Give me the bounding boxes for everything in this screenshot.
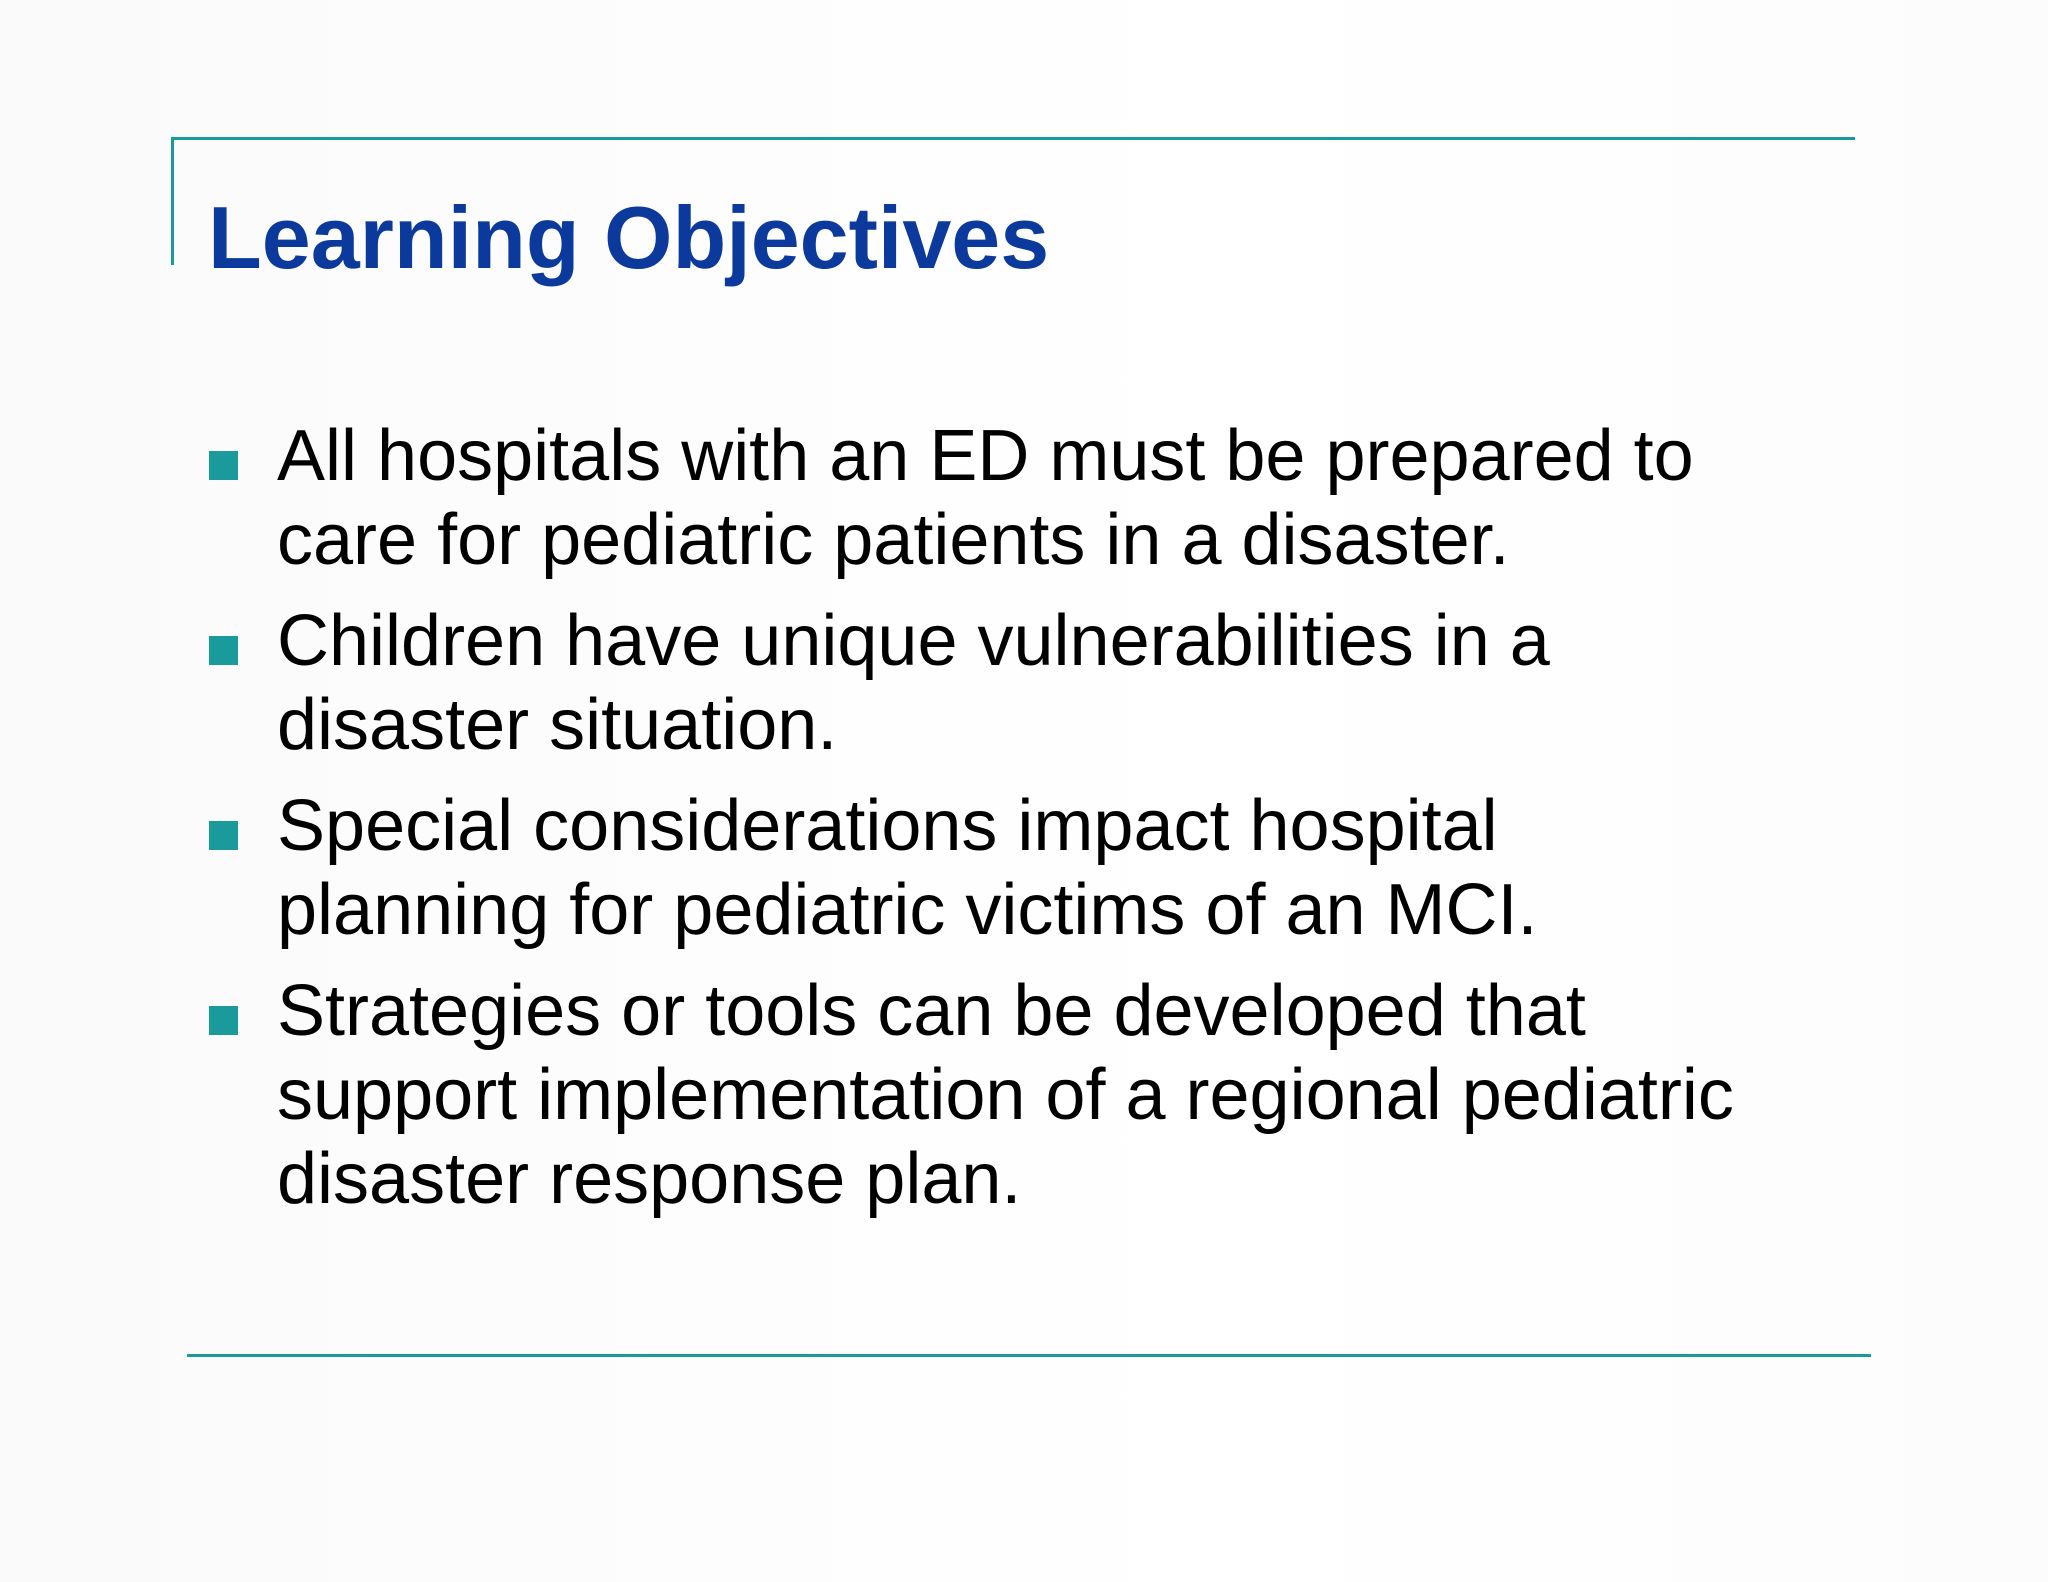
square-bullet-icon xyxy=(209,636,238,665)
bullet-line: disaster response plan. xyxy=(277,1139,1022,1219)
bullet-item xyxy=(208,969,1868,1221)
bullet-item xyxy=(208,784,1868,952)
bullet-line: All hospitals with an ED must be prepared to xyxy=(277,416,1694,496)
bullet-list xyxy=(208,414,1868,1238)
bullet-line: Children have unique vulnerabilities in a xyxy=(277,601,1550,681)
bullet-line: Special considerations impact hospital xyxy=(277,786,1498,866)
bullet-item xyxy=(208,414,1868,582)
bullet-line: Strategies or tools can be developed that xyxy=(277,971,1586,1051)
square-bullet-icon xyxy=(209,451,238,480)
bullet-line: support implementation of a regional pediatric xyxy=(277,1055,1734,1135)
frame-left-rule xyxy=(171,137,174,265)
bullet-line: care for pediatric patients in a disaster. xyxy=(277,500,1510,580)
bullet-line: disaster situation. xyxy=(277,685,838,765)
square-bullet-icon xyxy=(209,1006,238,1035)
bullet-item xyxy=(208,599,1868,767)
frame-bottom-rule xyxy=(187,1354,1871,1357)
frame-top-rule xyxy=(171,137,1855,140)
slide-title: Learning Objectives xyxy=(208,188,1050,287)
square-bullet-icon xyxy=(209,821,238,850)
bullet-line: planning for pediatric victims of an MCI. xyxy=(277,870,1538,950)
